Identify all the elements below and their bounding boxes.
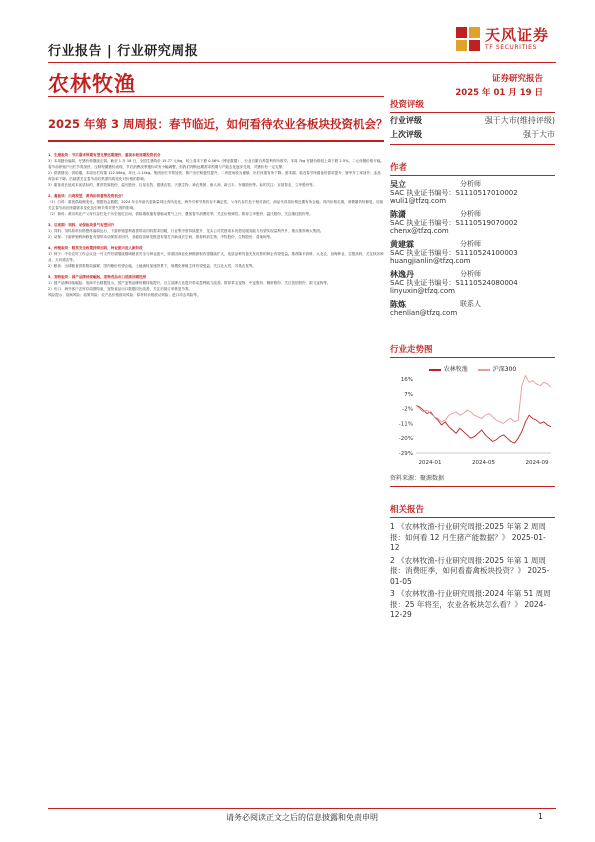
analyst-email[interactable]: wuli1@tfzq.com xyxy=(390,197,447,205)
rating-header: 投资评级 xyxy=(390,96,555,113)
report-date: 2025 年 01 月 19 日 xyxy=(455,88,543,98)
analyst-name: 吴立 xyxy=(390,179,406,189)
footer-disclaimer: 请务必阅读正文之后的信息披露和免责申明 xyxy=(226,813,378,822)
prev-rating-label: 上次评级 xyxy=(390,129,422,139)
report-title: 2025 年第 3 周周报：春节临近，如何看待农业各板块投资机会？ xyxy=(48,117,388,131)
company-logo xyxy=(455,24,555,58)
logo-text-en: TF SECURITIES xyxy=(485,44,537,51)
analyst-name: 陈潇 xyxy=(390,209,406,219)
y-tick-label: -20% xyxy=(398,436,413,443)
analyst-entry xyxy=(390,270,555,296)
legend-item: 沪深300 xyxy=(478,364,516,373)
logo-text-cn: 天风证券 xyxy=(485,26,550,44)
prev-rating-value: 强于大市 xyxy=(523,129,555,139)
y-tick-label: 7% xyxy=(404,391,413,398)
body-paragraph: 2）出口：海外客户去库存周期结束，宠物食品出口数据同比改善，关注后续订单恢复节奏。 xyxy=(48,287,193,292)
related-header: 相关报告 xyxy=(390,501,555,518)
body-paragraph: 1）国产品牌持续崛起：电商平台数据显示，国产宠物品牌份额持续提升，自主品牌占比提升带动盈利能力改善。推荐乖宝宠物、中宠股份、佩蒂股份，关注依依股份、源飞宠物等。 xyxy=(48,281,331,286)
y-tick-label: 16% xyxy=(400,377,413,383)
rating-value: 强于大市(维持评级) xyxy=(484,115,555,125)
analyst-name: 陈炼 xyxy=(390,299,406,309)
title-rule xyxy=(48,140,384,142)
page-number: 1 xyxy=(537,812,543,821)
related-report-title: 1 《农林牧渔-行业研究周报:2025 年第 2 周周报：如何看 12 月生猪产能数据？》 xyxy=(390,522,546,542)
logo-icon xyxy=(455,26,481,52)
analyst-entry xyxy=(390,180,555,206)
sector-name: 农林牧渔 xyxy=(48,72,136,96)
analyst-email[interactable]: huangjianlin@tfzq.com xyxy=(390,257,471,265)
section-heading: 3、后周期：饲料、动保板块景气有望回升 xyxy=(48,223,115,228)
analyst-role: 分析师 xyxy=(460,209,481,218)
analyst-email[interactable]: chenlian@tfzq.com xyxy=(390,308,458,317)
trend-chart xyxy=(390,364,555,471)
body-paragraph: 1）本周猪价偏弱，仔猪价格继续走弱。截至 1 月 18 日，全国生猪均价 15.77 元/kg，较上周末下跌 0.56%（博亚数据），行业自繁自养盈利有所收窄。本周 7kg 仔猪价格较上周下跌 2.5%。二元母猪价格平稳。春节前养殖户出栏节奏加快，压制短期猪价表现，节后消费淡季猪价或有小幅调整，但我们判断远期需求预期与产能去化逐步兑现，对猪价有一定支撑。 xyxy=(48,159,384,170)
related-report-date: 2025-01-05 xyxy=(390,566,550,586)
chart-svg xyxy=(390,375,555,467)
chart-legend xyxy=(390,364,555,373)
analyst-name: 黄建霖 xyxy=(390,239,414,249)
body-paragraph: 风险提示：疫病风险；政策风险；农产品价格波动风险；原材料价格波动风险；进口冲击风险等。 xyxy=(48,293,201,298)
report-category: 行业报告 | 行业研究周报 xyxy=(48,44,199,59)
analyst-line xyxy=(390,240,555,249)
analyst-role: 分析师 xyxy=(460,269,481,278)
related-report-link[interactable] xyxy=(390,522,555,554)
author-header: 作者 xyxy=(390,159,555,176)
analyst-role: 分析师 xyxy=(460,179,481,188)
rating-row xyxy=(390,113,555,127)
analyst-line xyxy=(390,180,555,189)
x-tick-label: 2024-09 xyxy=(525,460,549,466)
section-heading: 2、禽板块：白鸡观望，黄鸡如何看待投资机会？ xyxy=(48,194,125,199)
y-tick-label: -2% xyxy=(402,406,413,413)
analyst-email[interactable]: chenx@tfzq.com xyxy=(390,227,449,235)
analyst-line xyxy=(390,210,555,219)
analyst-role: 分析师 xyxy=(460,239,481,248)
analyst-cert: SAC 执业证书编号：S1110524100003 xyxy=(390,248,518,257)
body-paragraph: 1）饲料：饲料原料价格整体偏弱运行，下游养殖盈利改善带动饲料需求回暖，行业集中度持续提升，龙头公司凭借成本优势及服务能力有望实现量利齐升，重点推荐海大集团。 xyxy=(48,229,324,234)
report-body xyxy=(48,147,384,298)
sidebar xyxy=(390,96,555,623)
header-rule xyxy=(48,62,556,63)
body-paragraph: （1）白鸡：重视供给侧变化。根据协会数据，2024 年全年祖代更新量同比有所变化，海外引种节奏仍存不确定性，父母代存栏处于相对高位，商品代鸡苗价格近期有所企稳。鸡肉价格走弱，消费端仍待修复，后续关注春节前后终端需求变化及引种节奏对景气度的影响。 xyxy=(48,200,384,211)
analyst-line xyxy=(390,270,555,279)
analyst-cert: SAC 执业证书编号：S1110524080004 xyxy=(390,278,518,287)
related-report-date: 2024-12-29 xyxy=(390,599,547,619)
related-report-title: 3 《农林牧渔-行业研究周报:2024 年第 51 周周报：25 年将至，农业各板块怎么看？》 xyxy=(390,589,551,609)
x-tick-label: 2024-01 xyxy=(418,460,442,466)
body-paragraph: 2）供需情况：供给端，本周出栏均重 122.56kg，环比 -1.14kg。集团出栏节奏加快，散户出栏积极性提升，二育进场较为谨慎，出栏体重有所下降。需求端，临近春节终端备货需求提升，屠宰开工率回升；冻品库容率下降。后续需关注春节前后供需结构变化对价格的影响。 xyxy=(48,171,381,182)
analyst-cert: SAC 执业证书编号：S1110519070002 xyxy=(390,218,518,227)
chart-header: 行业走势图 xyxy=(390,341,555,358)
body-paragraph: 2）粮食：全球粮食供需格局偏紧，国内粮价有望企稳，土地流转加速背景下，规模化种植主体有望受益，关注北大荒、苏垦农发等。 xyxy=(48,264,256,269)
related-reports xyxy=(390,522,555,621)
y-tick-label: -29% xyxy=(398,451,413,457)
related-report-link[interactable] xyxy=(390,556,555,588)
footer-rule xyxy=(48,808,556,809)
prev-rating-row xyxy=(390,127,555,145)
related-report-title: 2 《农林牧渔-行业研究周报:2025 年第 1 周周报：消费旺季，如何看畜禽板块投资？》 xyxy=(390,555,546,575)
related-report-link[interactable] xyxy=(390,589,555,621)
chart-source: 资料来源：聚源数据 xyxy=(390,473,555,487)
body-paragraph: （2）黄鸡：黄羽鸡在产父母代存栏处于历史低位区间，供给端收缩有望驱动景气上行，叠加春节消费旺季，关注价格弹性。推荐立华股份、温氏股份，关注湘佳股份等。 xyxy=(48,212,313,217)
analyst-cert: SAC 执业证书编号：S1110517010002 xyxy=(390,188,518,197)
analyst-entry xyxy=(390,210,555,236)
analyst-email[interactable]: linyuxin@tfzq.com xyxy=(390,287,455,295)
legend-item: 农林牧渔 xyxy=(429,364,468,373)
analyst-entry xyxy=(390,300,555,318)
analyst-name: 林逸丹 xyxy=(390,269,414,279)
rating-label: 行业评级 xyxy=(390,115,422,125)
analyst-line xyxy=(390,300,555,309)
sector-rule xyxy=(48,96,384,97)
x-tick-label: 2024-05 xyxy=(472,460,495,466)
section-heading: 4、种植板块：粮食安全政策持续加码，种业振兴进入新阶段 xyxy=(48,246,143,251)
body-paragraph: 2）动保：下游养殖利润修复有望带动动保需求回升，非瘟疫苗研发推进有望打开新成长空间，推荐科前生物、中牧股份、生物股份、普莱柯等。 xyxy=(48,235,274,240)
y-tick-label: -11% xyxy=(398,421,413,428)
analyst-entry xyxy=(390,240,555,266)
body-paragraph: 1）种子：中央农村工作会议及一号文件有望继续强调粮食安全与种业振兴，转基因商业化种植面积有望继续扩大，优质品种具备先发优势的种企有望受益。推荐隆平高科、大北农、登海种业、荃银高科，关注秋乐种业、万向德农等。 xyxy=(48,252,384,263)
body-paragraph: 3）重视成长低成本优质标的，推荐牧原股份、温氏股份、巨星农牧、德康农牧、天康生物、神农集团、唐人神、新五丰、东瑞股份等。标的关注：京基智农、立华股份等。 xyxy=(48,183,317,188)
section-heading: 1、生猪板块：节后需求预期有望支撑远期猪价，重视本轮周期投资机会 xyxy=(48,153,161,157)
report-type: 证券研究报告 xyxy=(491,74,543,84)
related-report-date: 2025-01-12 xyxy=(390,532,546,552)
analyst-role: 联系人 xyxy=(460,299,481,308)
analyst-list xyxy=(390,180,555,318)
section-heading: 5、宠物板块：国产品牌持续崛起，宠物食品出口延续回暖趋势 xyxy=(48,275,147,280)
series-line-agri xyxy=(416,405,551,443)
